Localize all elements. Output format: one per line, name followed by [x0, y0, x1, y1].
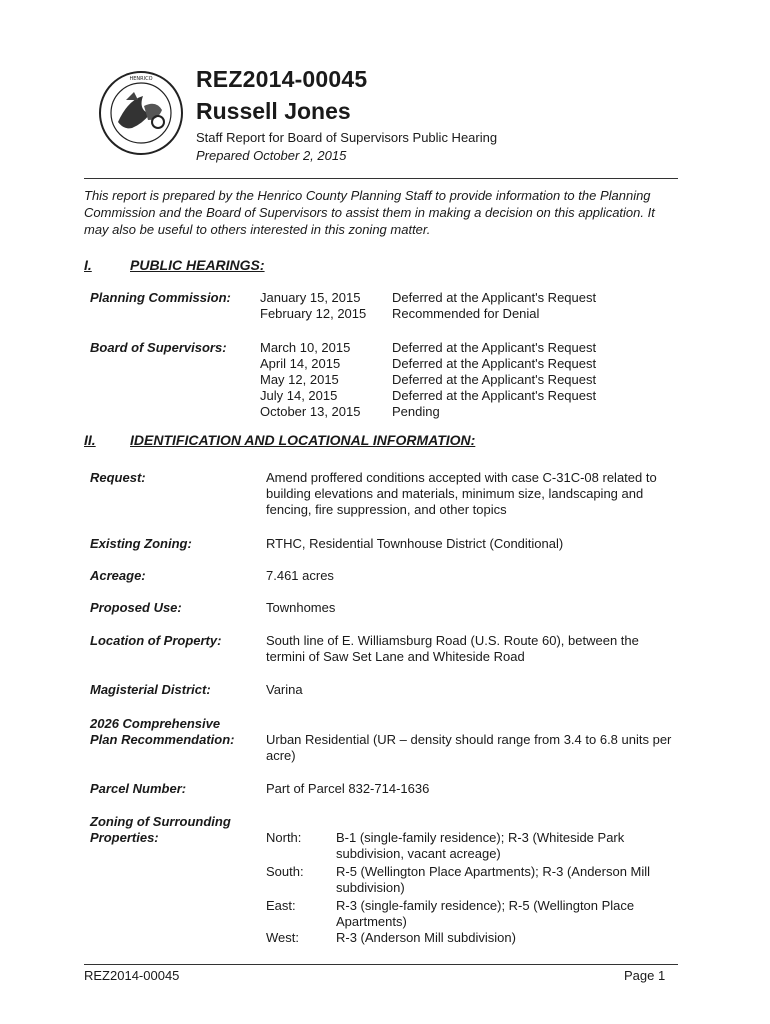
hearing-date: October 13, 2015 — [260, 404, 361, 419]
svg-text:HENRICO: HENRICO — [129, 76, 153, 82]
south-value: R-5 (Wellington Place Apartments); R-3 (Anderson Mill subdivision) — [336, 864, 651, 895]
report-title: Staff Report for Board of Supervisors Public Hearing — [196, 130, 498, 145]
header-divider — [84, 178, 678, 179]
hearing-action: Deferred at the Applicant's Request — [392, 388, 597, 403]
page-number: Page 1 — [624, 968, 666, 983]
county-seal-icon — [98, 70, 184, 156]
parcel-value: Part of Parcel 832-714-1636 — [266, 781, 430, 796]
plan-label-line1: 2026 Comprehensive — [90, 716, 221, 731]
hearing-action: Deferred at the Applicant's Request — [392, 356, 597, 371]
hearing-date: April 14, 2015 — [260, 356, 341, 371]
hearing-date: May 12, 2015 — [260, 372, 339, 387]
hearing-action: Deferred at the Applicant's Request — [392, 290, 597, 305]
west-value: R-3 (Anderson Mill subdivision) — [336, 930, 516, 945]
intro-paragraph: This report is prepared by the Henrico County Planning Staff to provide information to the Planning Commission and the Board of Supervisors to assist them in making a decision on this application. It may also be useful to others interested in this zoning matter. — [84, 188, 655, 237]
magisterial-district-label: Magisterial District: — [90, 682, 211, 697]
acreage-label: Acreage: — [90, 568, 146, 583]
existing-zoning-value: RTHC, Residential Townhouse District (Conditional) — [266, 536, 564, 551]
applicant-name: Russell Jones — [196, 98, 351, 124]
existing-zoning-label: Existing Zoning: — [90, 536, 192, 551]
surrounding-label-line2: Properties: — [90, 830, 159, 845]
hearing-action: Recommended for Denial — [392, 306, 540, 321]
location-value: South line of E. Williamsburg Road (U.S. Route 60), between the termini of Saw Set Lane and Whiteside Road — [266, 633, 639, 664]
north-label: North: — [266, 830, 302, 845]
request-label: Request: — [90, 470, 146, 485]
planning-commission-label: Planning Commission: — [90, 290, 231, 305]
hearing-date: March 10, 2015 — [260, 340, 351, 355]
plan-label-line2: Plan Recommendation: — [90, 732, 235, 747]
section-title: PUBLIC HEARINGS: — [130, 257, 265, 273]
proposed-use-value: Townhomes — [266, 600, 336, 615]
location-label: Location of Property: — [90, 633, 222, 648]
east-label: East: — [266, 898, 296, 913]
proposed-use-label: Proposed Use: — [90, 600, 182, 615]
hearing-action: Deferred at the Applicant's Request — [392, 340, 597, 355]
hearing-date: July 14, 2015 — [260, 388, 338, 403]
west-label: West: — [266, 930, 299, 945]
section-title: IDENTIFICATION AND LOCATIONAL INFORMATION: — [130, 432, 476, 448]
hearing-date: February 12, 2015 — [260, 306, 367, 321]
prepared-date: Prepared October 2, 2015 — [196, 148, 347, 163]
plan-value: Urban Residential (UR – density should range from 3.4 to 6.8 units per acre) — [266, 732, 672, 763]
south-label: South: — [266, 864, 304, 879]
section-number: II. — [84, 432, 96, 448]
north-value: B-1 (single-family residence); R-3 (Whiteside Park subdivision, vacant acreage) — [336, 830, 625, 861]
east-value: R-3 (single-family residence); R-5 (Wellington Place Apartments) — [336, 898, 635, 929]
hearing-date: January 15, 2015 — [260, 290, 361, 305]
acreage-value: 7.461 acres — [266, 568, 334, 583]
footer-case-number: REZ2014-00045 — [84, 968, 180, 983]
case-number-title: REZ2014-00045 — [196, 66, 368, 92]
section-heading-public-hearings — [84, 257, 265, 273]
hearing-action: Pending — [392, 404, 440, 419]
board-of-supervisors-label: Board of Supervisors: — [90, 340, 227, 355]
section-heading-identification — [84, 432, 475, 448]
magisterial-district-value: Varina — [266, 682, 303, 697]
request-value: Amend proffered conditions accepted with case C-31C-08 related to building elevations and materials, minimum size, landscaping and fencing, fire suppression, and other topics — [266, 470, 657, 517]
section-number: I. — [84, 257, 92, 273]
parcel-label: Parcel Number: — [90, 781, 187, 796]
footer-divider — [84, 964, 678, 965]
hearing-action: Deferred at the Applicant's Request — [392, 372, 597, 387]
surrounding-label-line1: Zoning of Surrounding — [90, 814, 231, 829]
